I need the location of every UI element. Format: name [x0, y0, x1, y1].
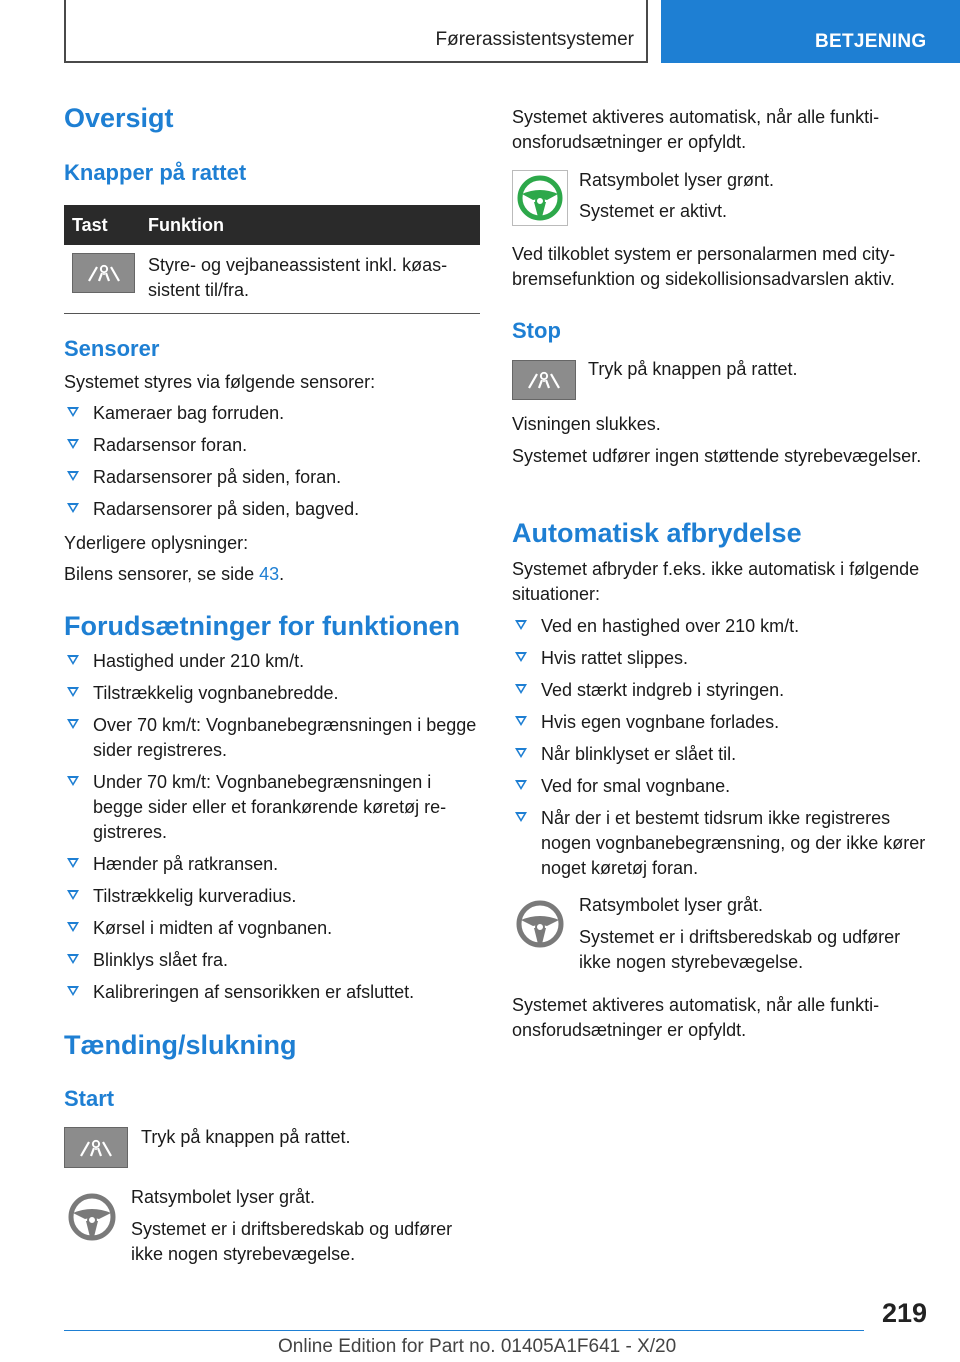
- list-item: Kørsel i midten af vognbanen.: [64, 916, 480, 941]
- lane-assist-button-icon: [72, 253, 135, 293]
- see-page-ref: Bilens sensorer, se side 43.: [64, 564, 285, 584]
- sensors-list: [64, 401, 480, 529]
- triangle-bullet-icon: [515, 812, 527, 822]
- page-title: Oversigt: [64, 103, 174, 133]
- triangle-bullet-icon: [515, 620, 527, 630]
- triangle-bullet-icon: [67, 890, 79, 900]
- table-header-key: Tast: [64, 205, 140, 245]
- section-title-stop: Stop: [512, 318, 561, 343]
- list-item: Hastighed under 210 km/t.: [64, 649, 480, 674]
- steering-wheel-green-icon: [513, 171, 567, 225]
- triangle-bullet-icon: [67, 655, 79, 665]
- page-link-43[interactable]: 43: [259, 564, 280, 584]
- list-item: Hænder på ratkransen.: [64, 852, 480, 877]
- list-item: Kalibreringen af sensorikken er afsluttet.: [64, 980, 480, 1005]
- footer-divider: [64, 1330, 864, 1331]
- no-steer-text: Systemet udfører ingen støttende styrebevægelser.: [512, 446, 922, 466]
- header-tab-betjening[interactable]: [661, 0, 960, 63]
- triangle-bullet-icon: [67, 776, 79, 786]
- triangle-bullet-icon: [67, 503, 79, 513]
- section-title-start: Start: [64, 1086, 115, 1111]
- triangle-bullet-icon: [515, 748, 527, 758]
- grey-symbol-text: Ratsymbolet lyser gråt.: [131, 1187, 316, 1207]
- sensors-intro: Systemet styres via følgende sensorer:: [64, 372, 376, 392]
- section-title-onoff: Tænding/slukning: [64, 1030, 297, 1060]
- triangle-bullet-icon: [67, 471, 79, 481]
- triangle-bullet-icon: [67, 986, 79, 996]
- list-item: Når der i et bestemt tidsrum ikke registreres nogen vognbanebegrænsning, og der ikke kører noget køretøj foran.: [512, 806, 932, 881]
- steering-wheel-grey-icon: [66, 1191, 118, 1243]
- list-item: Over 70 km/t: Vognbanebegrænsningen i begge sider registreres.: [64, 713, 480, 763]
- triangle-bullet-icon: [67, 439, 79, 449]
- list-item: Radarsensorer på siden, bagved.: [64, 497, 480, 522]
- section-title-preconditions: Forudsætninger for funktionen: [64, 611, 460, 641]
- footer-edition: Online Edition for Part no. 01405A1F641 - X/20: [278, 1336, 677, 1357]
- display-off-text: Visningen slukkes.: [512, 414, 661, 434]
- triangle-bullet-icon: [515, 780, 527, 790]
- section-title-sensors: Sensorer: [64, 336, 160, 361]
- triangle-bullet-icon: [67, 858, 79, 868]
- auto-off-intro: Systemet afbryder f.eks. ikke automatisk i følgende situationer:: [512, 559, 920, 604]
- table-header-row: [64, 205, 480, 245]
- steering-wheel-grey-icon: [514, 898, 566, 950]
- list-item: Ved for smal vognbane.: [512, 774, 932, 799]
- triangle-bullet-icon: [515, 652, 527, 662]
- triangle-bullet-icon: [67, 954, 79, 964]
- steering-wheel-green-frame: [512, 170, 568, 226]
- triangle-bullet-icon: [67, 719, 79, 729]
- auto-off-list: [512, 614, 932, 888]
- lane-assist-button-icon: [512, 360, 576, 400]
- list-item: Ved stærkt indgreb i styringen.: [512, 678, 932, 703]
- triangle-bullet-icon: [67, 922, 79, 932]
- list-item: Hvis egen vognbane forlades.: [512, 710, 932, 735]
- triangle-bullet-icon: [67, 687, 79, 697]
- list-item: Kameraer bag forruden.: [64, 401, 480, 426]
- triangle-bullet-icon: [515, 716, 527, 726]
- table-cell-function: Styre- og vejbaneassistent inkl. køassistent til/fra.: [140, 245, 480, 314]
- section-title-auto-off: Automatisk afbrydelse: [512, 518, 802, 548]
- section-title-buttons: Knapper på rattet: [64, 160, 247, 185]
- list-item: Radarsensor foran.: [64, 433, 480, 458]
- triangle-bullet-icon: [67, 407, 79, 417]
- list-item: Tilstrækkelig vognbanebredde.: [64, 681, 480, 706]
- triangle-bullet-icon: [515, 684, 527, 694]
- list-item: Under 70 km/t: Vognbanebegrænsningen i begge sider eller et forankørende køretøj registreres.: [64, 770, 480, 845]
- grey-symbol-text: Ratsymbolet lyser gråt.: [579, 895, 764, 915]
- list-item: Når blinklyset er slået til.: [512, 742, 932, 767]
- stop-press-text: Tryk på knappen på rattet.: [588, 359, 798, 379]
- start-press-text: Tryk på knappen på rattet.: [141, 1127, 351, 1147]
- page-number: 219: [881, 1298, 927, 1328]
- lane-assist-button-icon: [64, 1127, 128, 1168]
- list-item: Radarsensorer på siden, foran.: [64, 465, 480, 490]
- table-header-function: Funktion: [140, 205, 480, 245]
- header-tab-label: BETJENING: [815, 31, 927, 52]
- standby-text: Systemet er i driftsberedskab og udfører ikke nogen styrebevægelse.: [579, 927, 901, 972]
- more-info-label: Yderligere oplysninger:: [64, 533, 249, 553]
- preconditions-list: [64, 649, 480, 1012]
- standby-text: Systemet er i driftsberedskab og udfører ikke nogen styrebevægelse.: [131, 1219, 453, 1264]
- auto-activate-text: Systemet aktiveres automatisk, når alle funktionsforudsætninger er opfyldt.: [512, 107, 880, 152]
- active-text: Systemet er aktivt.: [579, 201, 728, 221]
- auto-activate-text-2: Systemet aktiveres automatisk, når alle funktionsforudsætninger er opfyldt.: [512, 995, 880, 1040]
- header-section-title: Førerassistentsystemer: [435, 29, 634, 50]
- list-item: Tilstrækkelig kurveradius.: [64, 884, 480, 909]
- list-item: Ved en hastighed over 210 km/t.: [512, 614, 932, 639]
- list-item: Blinklys slået fra.: [64, 948, 480, 973]
- green-symbol-text: Ratsymbolet lyser grønt.: [579, 170, 775, 190]
- coupled-text: Ved tilkoblet system er personalarmen med city-bremsefunktion og sidekollisionsadvarslen aktiv.: [512, 244, 896, 289]
- list-item: Hvis rattet slippes.: [512, 646, 932, 671]
- header-section-box: [64, 0, 648, 63]
